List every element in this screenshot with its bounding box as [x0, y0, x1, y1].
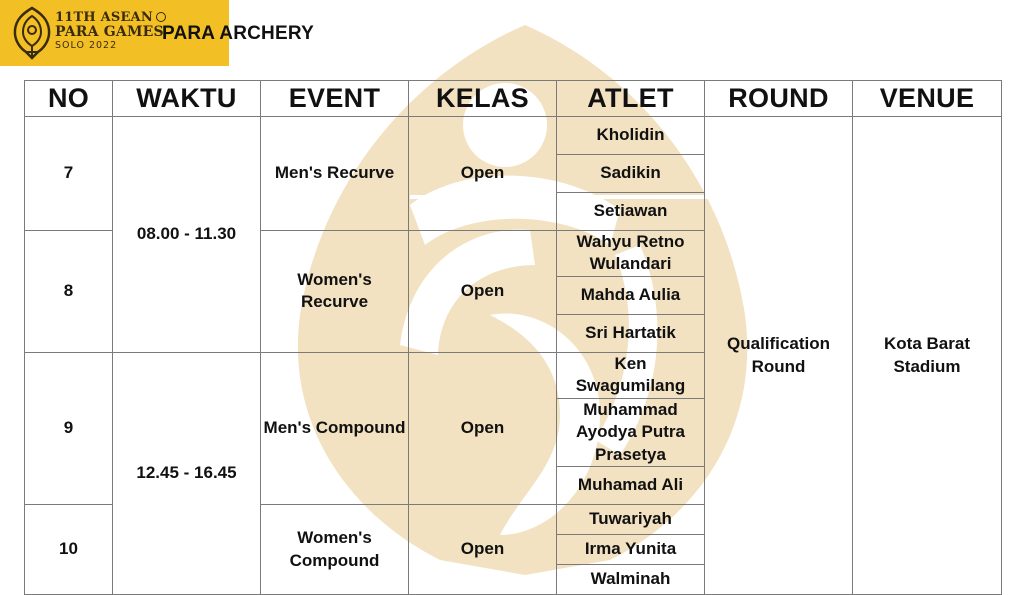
col-header-no: NO [25, 81, 113, 117]
event-no: 8 [25, 231, 113, 353]
athlete-name: Irma Yunita [557, 535, 705, 565]
col-header-round: ROUND [705, 81, 853, 117]
games-wordmark [55, 11, 166, 51]
event-class: Open [409, 117, 557, 231]
col-header-event: EVENT [261, 81, 409, 117]
logo-line2: PARA GAMES [55, 24, 164, 40]
athlete-name: Sadikin [557, 155, 705, 193]
event-class: Open [409, 505, 557, 595]
event-name: Men's Compound [261, 352, 409, 504]
event-name: Women's Recurve [261, 231, 409, 353]
event-name: Men's Recurve [261, 117, 409, 231]
athlete-name: Mahda Aulia [557, 276, 705, 314]
event-no: 9 [25, 352, 113, 504]
col-header-venue: VENUE [853, 81, 1002, 117]
logo-line1: 11TH ASEAN [55, 10, 153, 25]
col-header-kelas: KELAS [409, 81, 557, 117]
event-name: Women's Compound [261, 505, 409, 595]
time-slot: 12.45 - 16.45 [113, 352, 261, 594]
athlete-name: Setiawan [557, 193, 705, 231]
logo-line3: SOLO 2022 [55, 40, 118, 51]
sport-title: PARA ARCHERY [162, 23, 314, 44]
header-row [25, 81, 1002, 117]
athlete-name: Kholidin [557, 117, 705, 155]
athlete-name: Muhammad Ayodya Putra Prasetya [557, 398, 705, 466]
games-logo-icon [10, 6, 54, 60]
schedule-table [24, 80, 1002, 595]
col-header-atlet: ATLET [557, 81, 705, 117]
athlete-name: Wahyu Retno Wulandari [557, 231, 705, 277]
event-class: Open [409, 352, 557, 504]
venue-cell: Kota Barat Stadium [853, 117, 1002, 595]
athlete-name: Sri Hartatik [557, 314, 705, 352]
time-slot: 08.00 - 11.30 [113, 117, 261, 353]
event-no: 10 [25, 505, 113, 595]
athlete-name: Ken Swagumilang [557, 352, 705, 398]
round-cell: Qualification Round [705, 117, 853, 595]
athlete-name: Walminah [557, 565, 705, 595]
emblem-icon [156, 12, 166, 22]
athlete-name: Muhamad Ali [557, 467, 705, 505]
athlete-name: Tuwariyah [557, 505, 705, 535]
event-class: Open [409, 231, 557, 353]
event-no: 7 [25, 117, 113, 231]
col-header-waktu: WAKTU [113, 81, 261, 117]
table-row [25, 117, 1002, 155]
